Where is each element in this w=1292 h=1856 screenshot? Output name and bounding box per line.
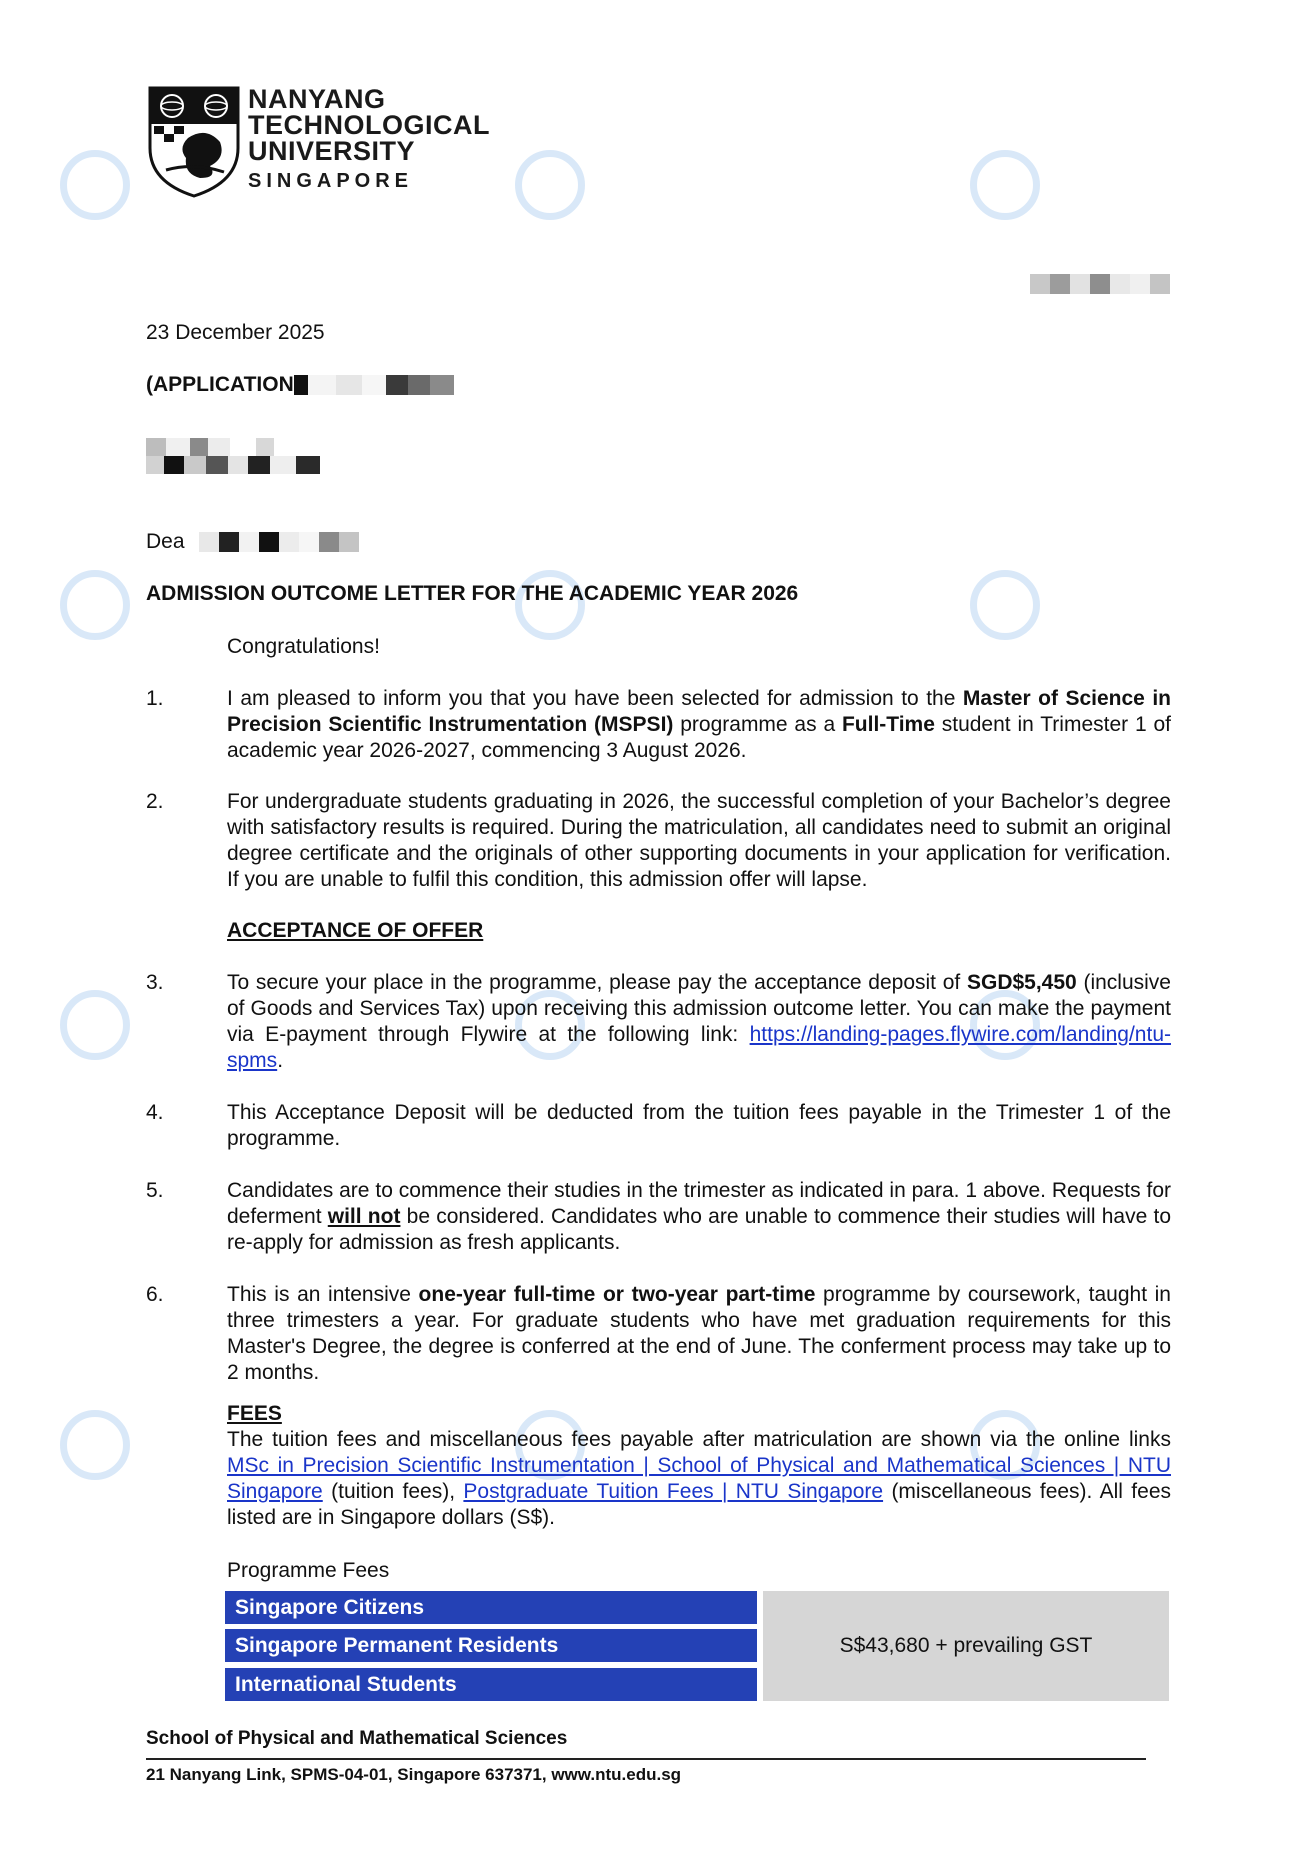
paragraph-text: To secure your place in the programme, please pay the acceptance deposit of [227, 971, 967, 994]
paragraph-text: student in Trimester 1 of academic year 2026-2027, commencing 3 August 2026. [227, 713, 1171, 762]
fee-table [225, 1591, 1169, 1701]
watermark [515, 150, 585, 220]
university-name-line: TECHNOLOGICAL [248, 110, 490, 140]
watermark [60, 570, 130, 640]
university-name-line: UNIVERSITY [248, 136, 416, 166]
acceptance-heading: ACCEPTANCE OF OFFER [227, 919, 484, 942]
paragraph-number: 2. [146, 790, 164, 813]
watermark [60, 1410, 130, 1480]
redacted-application-number [294, 375, 454, 395]
watermark [60, 150, 130, 220]
paragraph-2: For undergraduate students graduating in 2026, the successful completion of your Bachelor’s degree with satisfactory results is required. During the matriculation, all candidates need to submit an original degree certificate and the originals of other supporting documents in your application for verification. If you are unable to fulfil this condition, this admission offer will lapse. [227, 790, 1171, 891]
tuition-fees-link[interactable]: MSc in Precision Scientific Instrumentation | School of Physical and Mathematical Sciences | NTU Singapore [227, 1454, 1171, 1503]
paragraph-text: (miscellaneous fees). All fees listed are in Singapore dollars (S$). [227, 1480, 1171, 1529]
watermark-logo-icon [60, 570, 130, 640]
paragraph-text: (tuition fees), [322, 1480, 464, 1503]
watermark [970, 570, 1040, 640]
university-name [248, 86, 490, 193]
paragraph-text: The tuition fees and miscellaneous fees payable after matriculation are shown via the online links [227, 1428, 1171, 1451]
letter-date: 23 December 2025 [146, 321, 325, 344]
study-mode: Full-Time [841, 713, 935, 736]
letter-heading: ADMISSION OUTCOME LETTER FOR THE ACADEMIC YEAR 2026 [146, 582, 799, 605]
application-label: (APPLICATION [146, 373, 294, 396]
paragraph-text: Candidates are to commence their studies in the trimester as indicated in para. 1 above. Requests for deferment [227, 1179, 1171, 1228]
paragraph-3 [227, 970, 1171, 1074]
ntu-crest-icon [148, 86, 240, 198]
fees-heading: FEES [227, 1402, 282, 1425]
paragraph-number: 4. [146, 1101, 164, 1124]
university-name-line: NANYANG [248, 84, 386, 114]
congratulations-text: Congratulations! [227, 635, 380, 658]
redacted-name [199, 532, 359, 552]
paragraph-4: This Acceptance Deposit will be deducted from the tuition fees payable in the Trimester 1 of the programme. [227, 1101, 1171, 1150]
paragraph-number: 6. [146, 1283, 164, 1306]
paragraph-text: This is an intensive [227, 1283, 419, 1306]
paragraph-text: I am pleased to inform you that you have been selected for admission to the [227, 687, 963, 710]
flywire-payment-link[interactable]: https://landing-pages.flywire.com/landing/ntu-spms [227, 1023, 1171, 1072]
fee-category-row: Singapore Citizens [225, 1591, 757, 1624]
footer-address: 21 Nanyang Link, SPMS-04-01, Singapore 637371, www.ntu.edu.sg [146, 1765, 682, 1784]
paragraph-1 [227, 686, 1171, 764]
fee-category-row: International Students [225, 1668, 757, 1701]
emphasis-will-not: will not [327, 1205, 401, 1228]
fee-category-row: Singapore Permanent Residents [225, 1629, 757, 1662]
paragraph-text: programme as a [673, 713, 842, 736]
watermark-logo-icon [60, 990, 130, 1060]
paragraph-number: 5. [146, 1179, 164, 1202]
paragraph-text: be considered. Candidates who are unable to commence their studies will have to re-apply for admission as fresh applicants. [227, 1205, 1171, 1254]
paragraph-text: programme by coursework, taught in three trimesters a year. For graduate students who have met graduation requirements for this Master's Degree, the degree is conferred at the end of June. The conferment process may take up to 2 months. [227, 1283, 1171, 1384]
footer-school-name: School of Physical and Mathematical Sciences [146, 1728, 568, 1749]
paragraph-text: . [277, 1049, 284, 1072]
university-country: SINGAPORE [248, 170, 414, 192]
misc-fees-link[interactable]: Postgraduate Tuition Fees | NTU Singapore [463, 1480, 884, 1503]
footer-divider [146, 1758, 1146, 1760]
watermark-logo-icon [60, 150, 130, 220]
redacted-reference [1030, 274, 1170, 294]
paragraph-number: 1. [146, 687, 164, 710]
watermark [970, 150, 1040, 220]
watermark-logo-icon [60, 1410, 130, 1480]
fees-paragraph [227, 1427, 1171, 1531]
watermark [60, 990, 130, 1060]
programme-duration: one-year full-time or two-year part-time [418, 1283, 816, 1306]
watermark-logo-icon [970, 150, 1040, 220]
paragraph-number: 3. [146, 971, 164, 994]
salutation [146, 529, 359, 555]
paragraph-5 [227, 1178, 1171, 1256]
paragraph-text: (inclusive of Goods and Services Tax) upon receiving this admission outcome letter. You can make the payment via E-payment through Flywire at the following link: [227, 971, 1171, 1046]
application-reference [146, 372, 454, 398]
university-logo [148, 86, 490, 198]
watermark-logo-icon [515, 150, 585, 220]
salutation-text: Dea [146, 530, 185, 553]
fee-amount: S$43,680 + prevailing GST [763, 1591, 1169, 1701]
programme-fees-label: Programme Fees [227, 1559, 390, 1582]
paragraph-6 [227, 1282, 1171, 1386]
deposit-amount: SGD$5,450 [966, 971, 1077, 994]
programme-name: Master of Science in Precision Scientific Instrumentation (MSPSI) [227, 687, 1171, 736]
redacted-address [146, 438, 356, 474]
watermark-logo-icon [970, 570, 1040, 640]
